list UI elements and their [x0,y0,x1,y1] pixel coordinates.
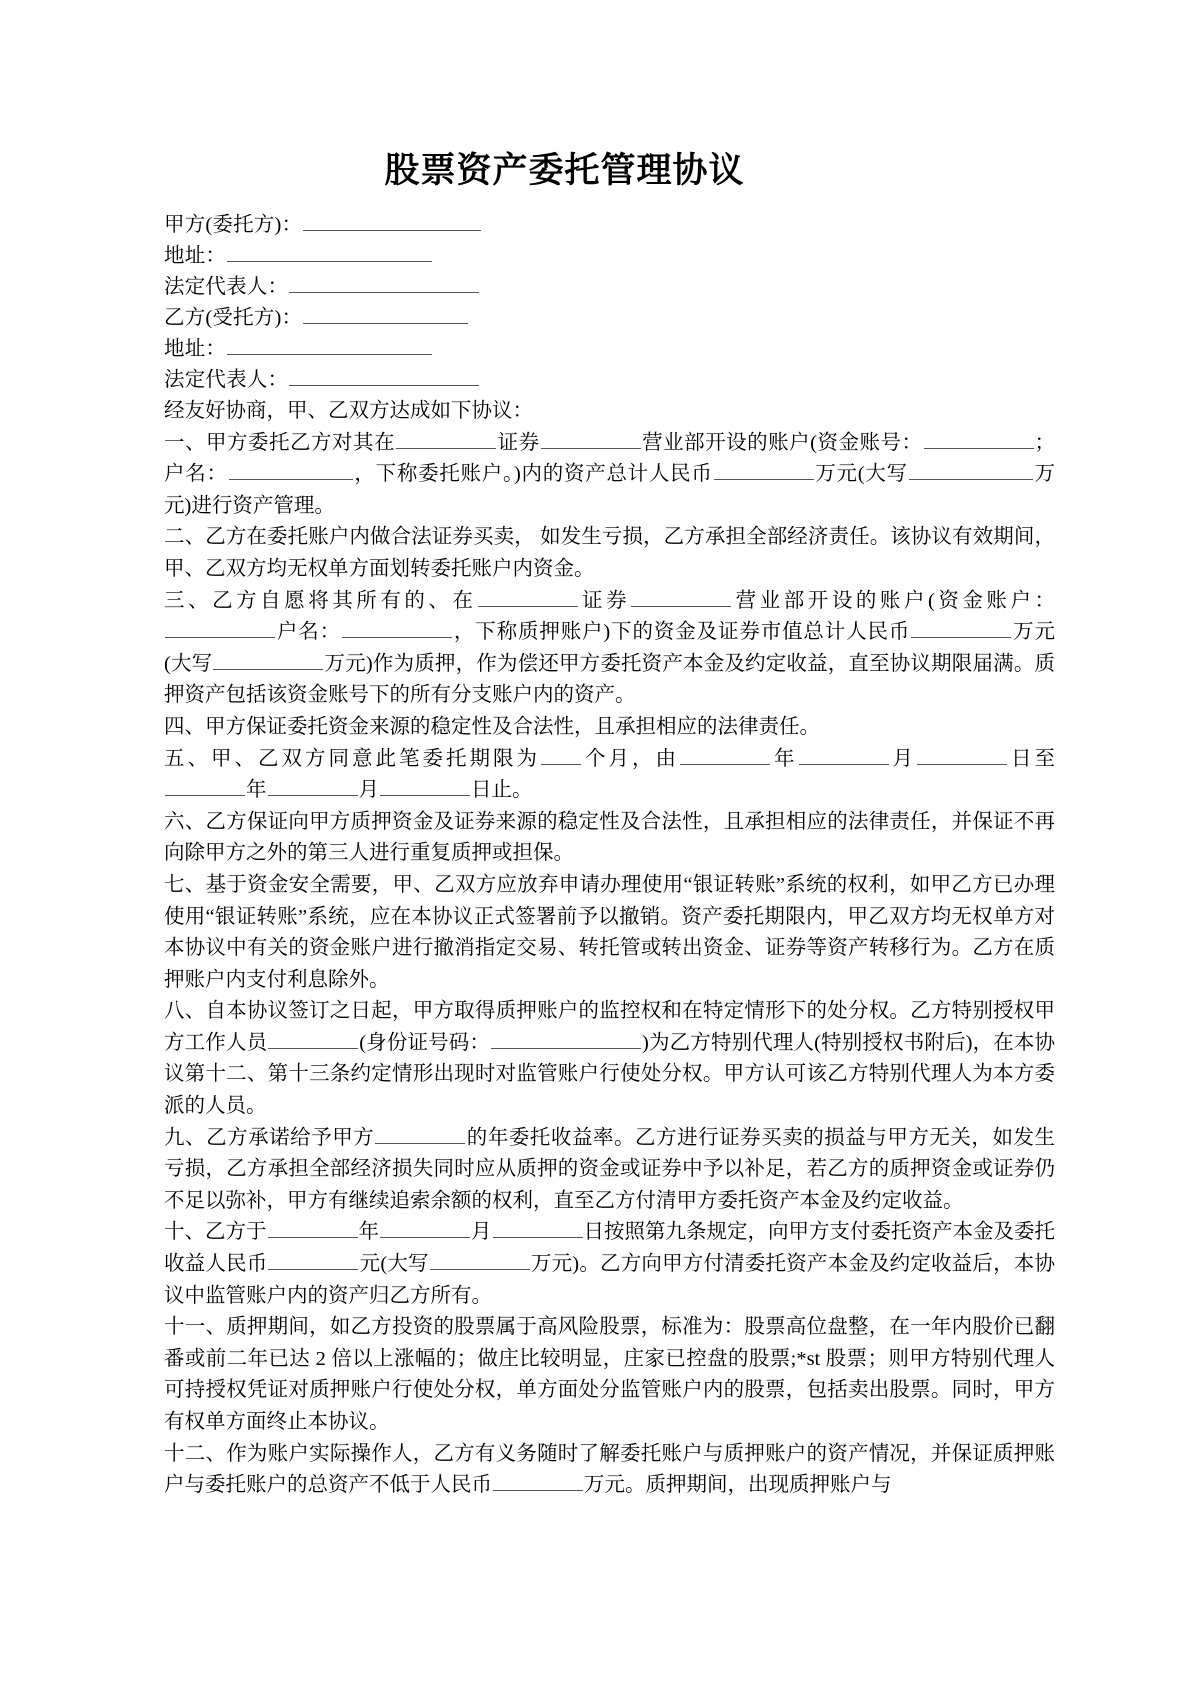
party-field-label: 地址： [164,245,227,267]
clause-blank[interactable] [165,776,245,796]
clause-blank[interactable] [541,428,641,448]
clause-text: 乙方保证向甲方质押资金及证券来源的稳定性及合法性，且承担相应的法律责任，并保证不再向除甲方之外的第三人进行重复质押或担保。 [164,810,1055,865]
clause-text: 个月，由 [582,747,679,770]
clause-blank[interactable] [478,586,578,606]
party-field-row [164,272,1055,303]
clause-blank[interactable] [917,744,1007,764]
clause-text: 万元)。乙方向甲方付清委托资产本金及约定收益后，本协议中监管账户内的资产归乙方所有。 [164,1253,1056,1307]
clause-text: (身份证号码： [359,1031,491,1054]
clause-text: 万元)作为质押，作为偿还甲方委托资产本金及约定收益，直至协议期限届满。质押资产包括该资金账号下的所有分支账户内的资产。 [164,652,1056,707]
clause-text: 日止。 [471,779,533,802]
clause-text: 质押期间，如乙方投资的股票属于高风险股票，标准为：股票高位盘整，在一年内股价已翻番或前二年已达 2 倍以上涨幅的；做庄比较明显，庄家已控盘的股票;*st 股票；则甲方特别代理人可持授权凭证对质押账户行使处分权，单方面处分监管账户内的股票，包括卖出股票。同时，甲方有权单方面终止本协议。 [164,1316,1056,1433]
clause-text: 甲方保证委托资金来源的稳定性及合法性，且承担相应的法律责任。 [205,715,820,738]
clause-blank[interactable] [213,649,323,669]
clause-4 [164,712,1055,744]
clause-blank[interactable] [493,1218,583,1238]
clause-7 [164,870,1055,996]
clause-text: 年 [246,779,267,802]
clause-text: 证券 [578,589,631,612]
party-field-blank[interactable] [227,335,432,355]
clause-9 [164,1123,1055,1218]
clause-text: 乙方自愿将其所有的、在 [212,589,477,612]
clause-number: 四、 [164,715,205,738]
clause-blank[interactable] [380,1218,470,1238]
clause-text: )为乙方特别代理人(特别授权书附后)，在本协议第十二、第十三条约定情形出现时对监管账户行使处分权。甲方认可该乙方特别代理人为本方委派的人员。 [164,1031,1056,1118]
clause-blank[interactable] [430,1250,530,1270]
clause-5 [164,744,1055,807]
party-field-row [164,241,1055,272]
clause-text: 乙方承诺给予甲方 [206,1126,375,1149]
clause-blank[interactable] [380,776,470,796]
clause-blank[interactable] [680,744,770,764]
party-field-blank[interactable] [303,304,468,324]
clause-number: 二、 [164,526,206,549]
clause-text: 万元)进行资产管理。 [164,463,1056,517]
clause-blank[interactable] [165,618,275,638]
clause-1 [164,428,1055,523]
clause-blank[interactable] [631,586,731,606]
clause-text: 日按照第九条规定，向甲方支付委托资产本金及委托收益人民币 [164,1221,1055,1276]
clause-text: 证券 [497,431,540,454]
clause-12 [164,1439,1055,1502]
party-field-blank[interactable] [289,366,479,386]
clause-text: 月 [889,747,916,770]
clause-text: 年 [358,1221,379,1244]
party-field-row [164,303,1055,334]
clause-blank[interactable] [375,1123,465,1143]
clause-blank[interactable] [911,618,1011,638]
party-field-blank[interactable] [289,273,479,293]
clause-blank[interactable] [268,1218,358,1238]
clause-text: 甲方委托乙方对其在 [206,431,396,454]
clause-number: 九、 [164,1126,207,1149]
clause-text: 户名： [276,621,341,644]
clause-number: 七、 [164,873,206,896]
clause-text: 月 [358,779,379,802]
party-field-blank[interactable] [227,242,432,262]
clause-text: 营业部开设的账户(资金账户： [732,589,1056,612]
clause-text: ，下称质押账户)下的资金及证券市值总计人民币 [452,621,911,644]
clause-blank[interactable] [493,1471,583,1491]
clause-number: 六、 [164,810,206,833]
agreement-body [164,396,1055,1502]
clause-3 [164,586,1055,712]
clause-list [164,428,1055,1502]
clause-number: 一、 [164,431,207,454]
party-info-block [164,210,1055,396]
clause-text: 万元。质押期间，出现质押账户与 [584,1474,892,1497]
clause-blank[interactable] [396,428,496,448]
clause-text: 自本协议签订之日起，甲方取得质押账户的监控权和在特定情形下的处分权。乙方特别授权甲方工作人员 [164,1000,1055,1054]
clause-blank[interactable] [799,744,889,764]
party-field-label: 法定代表人： [164,369,289,391]
party-field-row [164,334,1055,365]
clause-text: ，下称委托账户。)内的资产总计人民币 [353,463,713,486]
clause-number: 十一、 [164,1316,227,1339]
clause-text: 作为账户实际操作人，乙方有义务随时了解委托账户与质押账户的资产情况，并保证质押账户与委托账户的总资产不低于人民币 [164,1442,1056,1497]
clause-text: ；户名： [164,431,1056,486]
clause-text: 月 [471,1221,492,1244]
party-field-label: 法定代表人： [164,276,289,298]
party-field-blank[interactable] [303,211,481,231]
clause-blank[interactable] [714,460,814,480]
clause-text: 万元(大写 [164,621,1056,675]
clause-blank[interactable] [924,428,1034,448]
clause-text: 万元(大写 [814,463,908,486]
clause-number: 八、 [164,1000,206,1023]
page-title: 股票资产委托管理协议 [384,151,745,190]
clause-text: 年 [771,747,798,770]
clause-text: 基于资金安全需要，甲、乙双方应放弃申请办理使用“银证转账”系统的权利，如甲乙方已办理使用“银证转账”系统，应在本协议正式签署前予以撤销。资产委托期限内，甲乙双方均无权单方对本协议中有关的资金账户进行撤消指定交易、转托管或转出资金、证券等资产转移行为。乙方在质押账户内支付利息除外。 [164,873,1056,991]
clause-blank[interactable] [268,776,358,796]
clause-6 [164,807,1055,870]
clause-text: 元(大写 [359,1253,429,1276]
clause-blank[interactable] [342,618,452,638]
clause-number: 十、 [164,1221,205,1244]
clause-text: 的年委托收益率。乙方进行证券买卖的损益与甲方无关，如发生亏损，乙方承担全部经济损失同时应从质押的资金或证券中予以补足，若乙方的质押资金或证券仍不足以弥补，甲方有继续追索余额的权利，直至乙方付清甲方委托资产本金及约定收益。 [164,1126,1056,1212]
clause-10 [164,1217,1055,1312]
clause-text: 甲、乙双方同意此笔委托期限为 [211,747,540,770]
clause-number: 五、 [164,747,211,770]
clause-text: 营业部开设的账户(资金账号： [641,431,923,454]
clause-blank[interactable] [229,460,353,480]
party-field-label: 地址： [164,338,227,360]
clause-blank[interactable] [268,1250,358,1270]
clause-blank[interactable] [268,1028,358,1048]
clause-text: 乙方在委托账户内做合法证券买卖， 如发生亏损，乙方承担全部经济责任。该协议有效期间，甲、乙双方均无权单方面划转委托账户内资金。 [164,526,1056,580]
party-field-row [164,365,1055,396]
clause-blank[interactable] [541,744,581,764]
party-field-label: 乙方(受托方)： [164,307,303,329]
clause-blank[interactable] [491,1028,641,1048]
clause-text: 日至 [1008,747,1055,770]
preamble-paragraph: 经友好协商，甲、乙双方达成如下协议： [164,400,533,422]
clause-number: 三、 [164,589,213,612]
clause-blank[interactable] [909,460,1033,480]
clause-text: 乙方于 [205,1221,267,1244]
party-field-label: 甲方(委托方)： [164,214,303,236]
clause-number: 十二、 [164,1442,227,1465]
clause-11 [164,1312,1055,1438]
party-field-row [164,210,1055,241]
clause-2 [164,522,1055,585]
clause-8 [164,996,1055,1122]
